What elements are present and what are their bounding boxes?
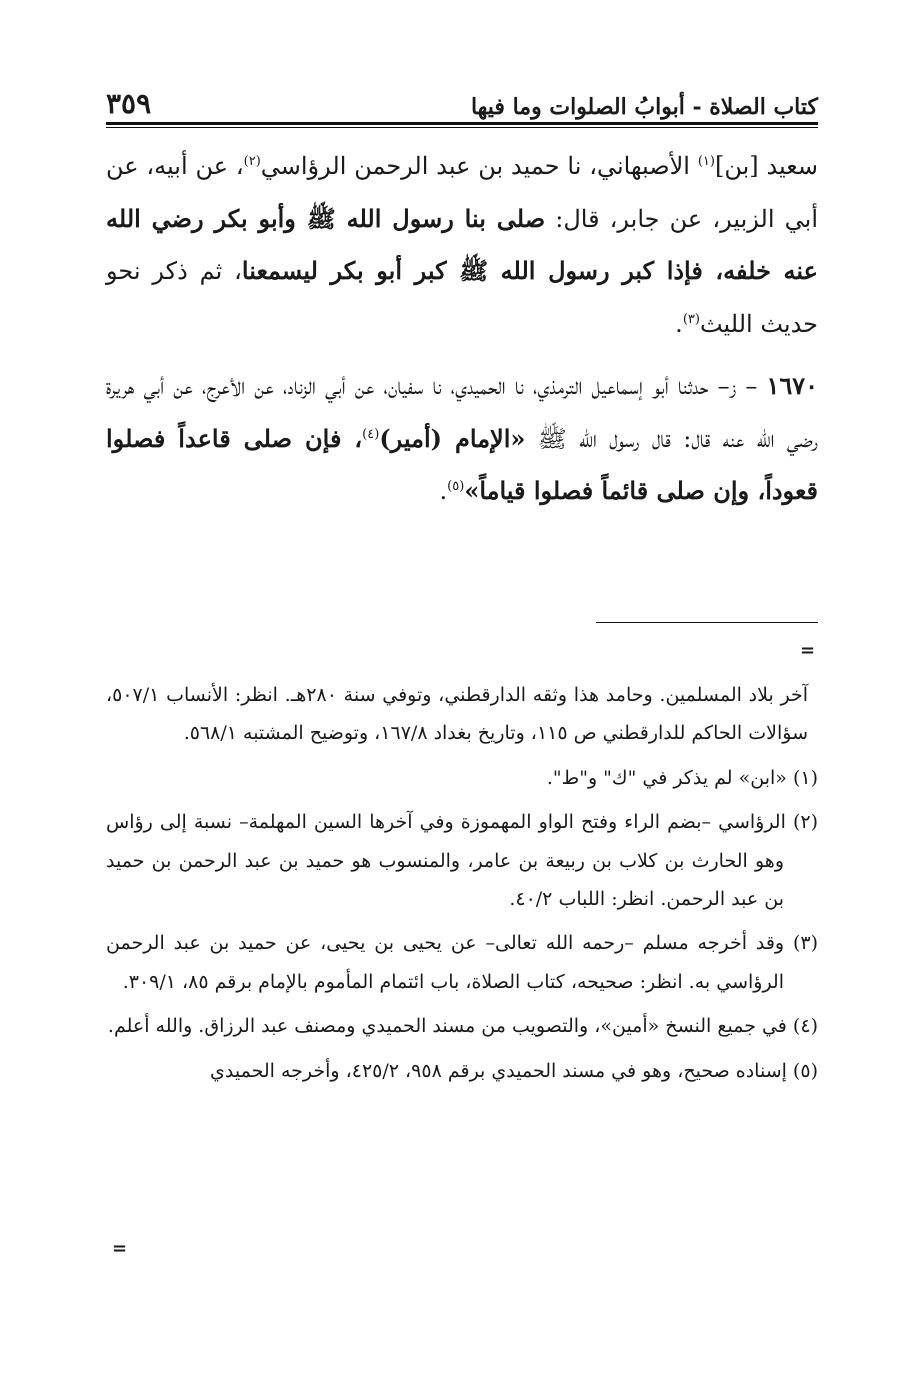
footnotes xyxy=(106,676,818,1096)
continuation-mark-top: = xyxy=(800,640,816,661)
footnote-separator xyxy=(596,622,818,623)
text-run: . xyxy=(439,477,448,505)
text-run: – ز– حدثنا أبو إسماعيل الترمذي، نا الحميدي، نا سفيان، عن أبي الزناد، عن الأعرج، عن أبي هريرة رضي الله عنه قال: قال رسول الله ﷺ xyxy=(106,372,818,453)
footnote-ref-4: (٤) xyxy=(362,426,380,442)
continuation-mark-bottom: = xyxy=(112,1238,128,1259)
paragraph-2 xyxy=(106,360,818,518)
hadith-text: صلى بنا رسول الله ﷺ وأبو بكر رضي الله عنه خلفه، فإذا كبر رسول الله ﷺ كبر أبو بكر ليسمعنا xyxy=(106,203,818,285)
footnote-ref-2: (٢) xyxy=(243,154,261,169)
text-run: سعيد [بن] xyxy=(714,152,818,180)
text-run: ، ثم ذكر نحو حديث الليث xyxy=(106,257,818,338)
footnote-ref-5: (٥) xyxy=(447,479,465,494)
hadith-number: ١٦٧٠ xyxy=(766,371,819,400)
main-text xyxy=(106,140,818,518)
footnote-3: (٣) وقد أخرجه مسلم –رحمه الله تعالى– عن يحيى بن يحيى، عن حميد بن عبد الرحمن الرؤاسي به. انظر: صحيحه، كتاب الصلاة، باب ائتمام المأموم بالإمام برقم ٨٥، ٣٠٩/١. xyxy=(106,932,818,993)
footnote-2: (٢) الرؤاسي –بضم الراء وفتح الواو المهموزة وفي آخرها السين المهلمة– نسبة إلى رؤاس وهو الحارث بن كلاب بن ربيعة بن عامر، والمنسوب هو حميد بن عبد الرحمن بن حميد بن عبد الرحمن. انظر: اللباب ٤٠/٢. xyxy=(106,811,818,911)
text-run: . xyxy=(675,309,683,338)
hadith-text: «الإمام (أمير) xyxy=(379,423,526,453)
text-run: ، عن أبيه، عن أبي الزبير، عن جابر، قال: xyxy=(106,152,818,233)
page-number: ٣٥٩ xyxy=(106,87,152,120)
footnote-ref-3: (٣) xyxy=(682,311,700,327)
text-run: الأصبهاني، نا حميد بن عبد الرحمن الرؤاسي xyxy=(260,152,698,180)
footnote-ref-1: (١) xyxy=(697,154,715,169)
footnote-continuation: آخر بلاد المسلمين. وحامد هذا وثقه الدارقطني، وتوفي سنة ٢٨٠هـ. انظر: الأنساب ٥٠٧/١، سؤالات الحاكم للدارقطني ص ١١٥، وتاريخ بغداد ١٦٧/٨، وتوضيح المشتبه ٥٦٨/١. xyxy=(106,684,808,745)
header-rule xyxy=(106,122,818,128)
footnote-4: (٤) في جميع النسخ «أمين»، والتصويب من مسند الحميدي ومصنف عبد الرزاق. والله أعلم. xyxy=(107,1015,818,1038)
paragraph-1 xyxy=(106,140,818,350)
footnote-5: (٥) إسناده صحيح، وهو في مسند الحميدي برقم ٩٥٨، ٤٢٥/٢، وأخرجه الحميدي xyxy=(210,1059,818,1082)
hadith-text: ، فإن صلى قاعداً فصلوا قعوداً، وإن صلى قائماً فصلوا قياماً» xyxy=(106,423,818,505)
page-header xyxy=(106,84,818,120)
footnote-1: (١) «ابن» لم يذكر في "ك" و"ط". xyxy=(546,766,818,789)
running-title: كتاب الصلاة - أبوابُ الصلوات وما فيها xyxy=(470,94,818,120)
